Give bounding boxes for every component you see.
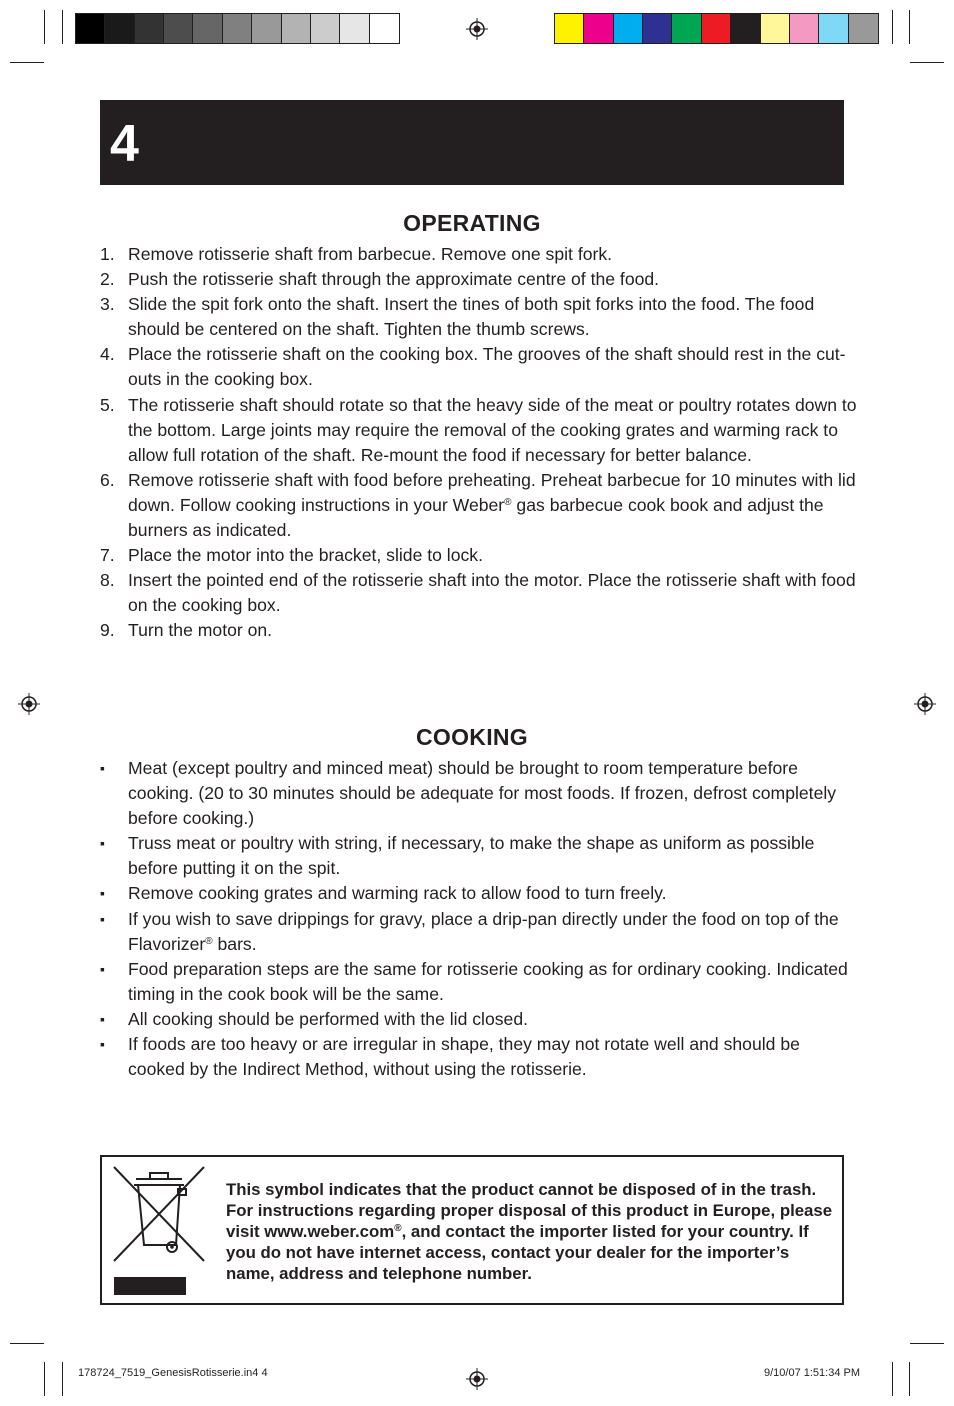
crop-mark bbox=[892, 10, 893, 44]
bullet-icon: ▪ bbox=[100, 1036, 105, 1053]
color-swatch bbox=[193, 14, 222, 43]
crop-mark bbox=[909, 1362, 910, 1396]
step-text: Slide the spit fork onto the shaft. Insert the tines of both spit forks into the food. The food should be centered on the shaft. Tighten the thumb screws. bbox=[128, 294, 815, 340]
operating-step bbox=[100, 342, 860, 392]
crop-mark bbox=[10, 1343, 44, 1344]
color-swatch bbox=[105, 14, 134, 43]
crop-mark bbox=[44, 10, 45, 44]
crop-mark bbox=[62, 1362, 63, 1396]
bullet-icon: ▪ bbox=[100, 910, 105, 927]
notice-text-part: This symbol indicates that the product cannot be disposed of in the trash. For instructions regarding proper disposal of this product in Europe, please visit www.weber.com bbox=[226, 1180, 833, 1241]
operating-step bbox=[100, 618, 860, 643]
color-swatch bbox=[790, 14, 819, 43]
step-text: Remove rotisserie shaft from barbecue. Remove one spit fork. bbox=[128, 244, 613, 264]
tip-text: bars. bbox=[212, 933, 257, 954]
grayscale-color-bar bbox=[75, 13, 400, 44]
process-color-bar bbox=[554, 13, 879, 44]
bullet-icon: ▪ bbox=[100, 835, 105, 852]
crop-mark bbox=[62, 10, 63, 44]
cooking-tip bbox=[100, 1007, 860, 1032]
registration-mark-icon bbox=[18, 693, 40, 715]
tip-text: If foods are too heavy or are irregular in shape, they may not rotate well and should be cooked by the Indirect Method, without using the rotisserie. bbox=[128, 1034, 800, 1080]
color-swatch bbox=[311, 14, 340, 43]
timestamp-slug: 9/10/07 1:51:34 PM bbox=[764, 1367, 861, 1379]
step-text: Place the motor into the bracket, slide to lock. bbox=[128, 545, 483, 566]
file-slug: 178724_7519_GenesisRotisserie.in4 4 bbox=[78, 1367, 268, 1379]
color-swatch bbox=[702, 14, 731, 43]
cooking-tip bbox=[100, 881, 860, 906]
registered-mark: ® bbox=[205, 935, 213, 947]
color-swatch bbox=[135, 14, 164, 43]
registration-mark-icon bbox=[466, 18, 488, 40]
color-swatch bbox=[672, 14, 701, 43]
registration-mark-icon bbox=[466, 1368, 488, 1390]
chapter-header-bar bbox=[100, 100, 844, 185]
color-swatch bbox=[819, 14, 848, 43]
step-number: 1. bbox=[100, 244, 115, 264]
crop-mark bbox=[10, 62, 44, 63]
color-swatch bbox=[614, 14, 643, 43]
step-text: Remove rotisserie shaft with food before preheating. Preheat barbecue for 10 minutes with lid down. Follow cooking instructions in your Weber bbox=[128, 469, 856, 515]
step-text: gas barbecue cook book and adjust the burners as indicated. bbox=[128, 494, 824, 541]
tip-text: Food preparation steps are the same for rotisserie cooking as for ordinary cooking. Indicated timing in the cook book will be the same. bbox=[128, 958, 848, 1004]
bullet-icon: ▪ bbox=[100, 1010, 105, 1027]
color-swatch bbox=[223, 14, 252, 43]
crossed-out-wheelie-bin-icon bbox=[112, 1165, 208, 1299]
step-text: Place the rotisserie shaft on the cooking box. The grooves of the shaft should rest in the cut-outs in the cooking box. bbox=[128, 344, 846, 390]
tip-text: Remove cooking grates and warming rack to allow food to turn freely. bbox=[128, 883, 667, 904]
chapter-number: 4 bbox=[110, 115, 139, 173]
operating-step bbox=[100, 468, 860, 543]
color-swatch bbox=[555, 14, 584, 43]
step-number: 4. bbox=[100, 344, 115, 365]
color-swatch bbox=[76, 14, 105, 43]
operating-step bbox=[100, 242, 860, 267]
color-swatch bbox=[643, 14, 672, 43]
tip-text: All cooking should be performed with the lid closed. bbox=[128, 1008, 528, 1029]
color-swatch bbox=[731, 14, 760, 43]
cooking-tip bbox=[100, 907, 860, 957]
registered-mark: ® bbox=[394, 1223, 402, 1234]
cooking-heading: COOKING bbox=[416, 724, 528, 750]
operating-step bbox=[100, 292, 860, 342]
crop-mark bbox=[910, 1343, 944, 1344]
cooking-tip bbox=[100, 1032, 860, 1082]
bullet-icon: ▪ bbox=[100, 885, 105, 902]
crop-mark bbox=[910, 62, 944, 63]
step-text: Turn the motor on. bbox=[128, 620, 273, 641]
color-swatch bbox=[761, 14, 790, 43]
disposal-notice-text bbox=[226, 1179, 836, 1284]
color-swatch bbox=[340, 14, 369, 43]
crop-mark bbox=[892, 1362, 893, 1396]
tip-text: Truss meat or poultry with string, if necessary, to make the shape as uniform as possible before putting it on the spit. bbox=[128, 833, 815, 879]
color-swatch bbox=[252, 14, 281, 43]
operating-steps-list bbox=[100, 242, 860, 644]
step-text: The rotisserie shaft should rotate so that the heavy side of the meat or poultry rotates down to the bottom. Large joints may require the removal of the cooking grates and warming rack to allow full rotation of the shaft. Re-mount the food if necessary for better balance. bbox=[128, 394, 857, 465]
step-number: 9. bbox=[100, 620, 115, 641]
tip-text: Meat (except poultry and minced meat) should be brought to room temperature before cooking. (20 to 30 minutes should be adequate for most foods. If frozen, defrost completely before cooking.) bbox=[128, 758, 837, 829]
crop-mark bbox=[909, 10, 910, 44]
color-swatch bbox=[370, 14, 399, 43]
color-swatch bbox=[584, 14, 613, 43]
registration-mark-icon bbox=[914, 693, 936, 715]
bullet-icon: ▪ bbox=[100, 760, 105, 776]
step-text: Insert the pointed end of the rotisserie shaft into the motor. Place the rotisserie shaft with food on the cooking box. bbox=[128, 570, 856, 616]
operating-step bbox=[100, 393, 860, 468]
cooking-tip bbox=[100, 957, 860, 1007]
step-number: 2. bbox=[100, 269, 115, 290]
cooking-tip bbox=[100, 756, 860, 831]
operating-step bbox=[100, 267, 860, 292]
cooking-tip bbox=[100, 831, 860, 881]
operating-step bbox=[100, 543, 860, 568]
step-number: 6. bbox=[100, 469, 115, 490]
bullet-icon: ▪ bbox=[100, 960, 105, 977]
operating-step bbox=[100, 568, 860, 618]
step-number: 8. bbox=[100, 570, 115, 591]
cooking-tips-list bbox=[100, 756, 860, 1082]
color-swatch bbox=[849, 14, 878, 43]
registered-mark: ® bbox=[504, 496, 512, 508]
step-number: 5. bbox=[100, 394, 115, 415]
color-swatch bbox=[164, 14, 193, 43]
tip-text: If you wish to save drippings for gravy, place a drip-pan directly under the food on top of the Flavorizer bbox=[128, 908, 839, 954]
operating-heading: OPERATING bbox=[403, 210, 541, 236]
step-text: Push the rotisserie shaft through the approximate centre of the food. bbox=[128, 269, 660, 290]
disposal-notice-box bbox=[100, 1155, 844, 1305]
step-number: 3. bbox=[100, 294, 115, 315]
notice-text-part: , and contact the importer listed for your country. If you do not have internet access, contact your dealer for the importer’s name, address and telephone number. bbox=[226, 1222, 809, 1283]
crop-mark bbox=[44, 1362, 45, 1396]
step-number: 7. bbox=[100, 545, 115, 566]
color-swatch bbox=[282, 14, 311, 43]
